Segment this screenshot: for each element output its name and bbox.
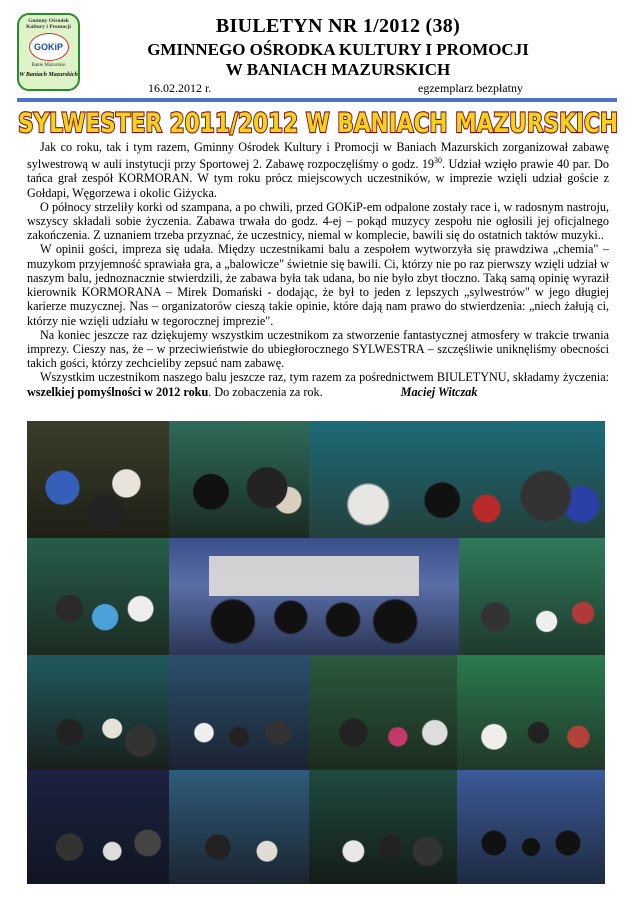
photo-ballroom-right [309, 655, 457, 770]
photo-crowd-floor [169, 770, 309, 884]
header-divider [17, 98, 617, 102]
paragraph-1: Jak co roku, tak i tym razem, Gminny Ośrodek Kultury i Promocji w Baniach Mazurskich zorganizował zabawę sylwestrową w auli instytucji przy Sportowej 2. Zabawę rozpoczęliśmy o godz. $19^{30}$. Udział wzięło prawie 40 par. Do tańca grał zespół KORMORAN. W tym roku prócz miejscowych uczestników, w imprezie wzięli udział goście z Gołdapi, Węgorzewa i okolic Giżycka. [27, 140, 609, 200]
photo-crowd-right [457, 655, 605, 770]
logo-mark: GOKiP [29, 33, 69, 61]
headline-banner [15, 106, 621, 138]
photo-dancing-couples [27, 421, 169, 538]
logo-place: Banie Mazurskie [31, 63, 66, 68]
photo-ballroom-left [27, 655, 169, 770]
photo-ballroom-center [169, 655, 309, 770]
party-photo-collage [27, 421, 605, 884]
headline-text: SYLWESTER 2011/2012 W BANIACH MAZURSKICH [18, 108, 618, 138]
photo-crowd-hall [309, 421, 605, 538]
photo-dance-floor [27, 538, 169, 655]
paragraph-4: Na koniec jeszcze raz dziękujemy wszystkim uczestnikom za stworzenie fantastycznej atmosfery w trakcie trwania imprezy. Cieszy nas, że – w przeciwieństwie do ubiegłorocznego SYLWESTRA – szczęśliwie uniknęliśmy obecności takich gości, którzy zechcieliby zepsuć nam zabawę. [27, 327, 609, 371]
free-copy-note: egzemplarz bezpłatny [418, 81, 523, 95]
bulletin-title: BIULETYN NR 1/2012 (38) [215, 15, 461, 37]
institution-location: W BANIACH MAZURSKICH [225, 60, 451, 79]
logo-top-text: Gminny Ośrodek Kultury i Promocji [26, 18, 71, 30]
photo-dancers-green-wall [459, 538, 605, 655]
institution-name: GMINNEGO OŚRODKA KULTURY I PROMOCJI [147, 40, 529, 59]
photo-band-stage [457, 770, 605, 884]
photo-party-lights [27, 770, 169, 884]
photo-band-kormoran [169, 538, 459, 655]
article-body [27, 140, 609, 399]
author-signature: Maciej Witczak [400, 384, 478, 399]
issue-date: 16.02.2012 r. [148, 81, 212, 95]
paragraph-5: Wszystkim uczestnikom naszego balu jeszcze raz, tym razem za pośrednictwem BIULETYNU, składamy życzenia: wszelkiej pomyślności w 2012 roku. Do zobaczenia za rok. Maciej Witczak [27, 370, 609, 399]
logo-bottom-text: W Baniach Mazurskich [19, 72, 78, 78]
photo-couples-dancing-2 [169, 421, 309, 538]
paragraph-2: O północy strzeliły korki od szampana, a po chwili, przed GOKiP-em odpalone zostały race i, w radosnym nastroju, wszyscy składali sobie życzenia. Zabawa trwała do godz. 4-ej – pokąd muzycy zespołu nie ogłosili jej oficjalnego zakończenia. Z uznaniem trzeba przyznać, że uczestnicy, niemal w komplecie, bawili się do ostatnich taktów muzyki.. [27, 199, 609, 243]
photo-dancing-center [309, 770, 457, 884]
paragraph-3: W opinii gości, impreza się udała. Między uczestnikami balu a zespołem wytworzyła się prawdziwa „chemia" – muzykom przyjemność sprawiała gra, a „balowicze" świetnie się bawili. Ci, którzy nie po raz pierwszy wzięli udział w naszym balu, jednoznacznie stwierdzili, że zabawa była tak udana, bo nie było zbyt tłoczno. Taką samą opinię wyraził kierownik KORMORANA – Mirek Domański - dodając, że był to jeden z lepszych „sylwestrów" w jego długiej karierze muzycznej. Nas – organizatorów cieszą takie opinie, które dają nam prawo do stwierdzenia: „niech żałują ci, którzy nie wzięli udziału w tegorocznej imprezie". [27, 242, 609, 328]
